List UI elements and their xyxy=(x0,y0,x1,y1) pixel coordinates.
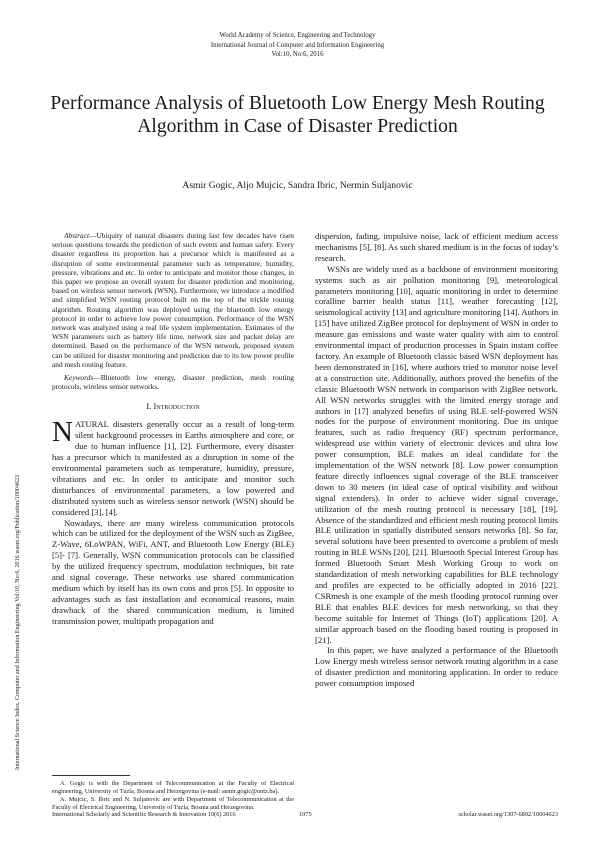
paper-title: Performance Analysis of Bluetooth Low Energy Mesh Routing Algorithm in Case of Disaster Prediction xyxy=(50,93,545,138)
author-list: Asmir Gogic, Aljo Mujcic, Sandra Ibric, Nermin Suljanovic xyxy=(182,180,413,191)
journal-header xyxy=(0,31,595,60)
page-footer xyxy=(0,811,595,821)
intro-paragraph-1 xyxy=(52,416,294,517)
footnotes xyxy=(52,780,294,812)
intro-p1-text: disasters generally occur as a result of long-term silent background processes in Earths atmosphere and core, or due to human influence [1], [2]. Furthermore, every disaster has a precursor which is manifested as a disruption in some of the environmental parameters such as temperature, humidity, pressure, vibrations and etc. In order to anticipate and monitor such disturbances of environmental parameters, a low powered and distributed system such as wireless sensor network (WSN) should be considered [3], [4]. xyxy=(52,419,294,517)
right-paragraph-1: dispersion, fading, impulsive noise, lack of efficient medium access mechanisms [5], [8]. As such shared medium is in the focus of today’s research. xyxy=(315,231,558,263)
header-line-2: International Journal of Computer and Information Engineering xyxy=(210,41,385,49)
abstract-label: Abstract xyxy=(64,231,90,240)
header-line-1: World Academy of Science, Engineering and Technology xyxy=(219,32,376,39)
right-paragraph-2: WSNs are widely used as a backbone of environment monitoring systems such as air pollution monitoring [9], meteorological parameters monitoring [10], aquatic monitoring in order to determine coralline barrier health status [11], weather forecasting [12], seismological activity [13] and agriculture monitoring [14]. Authors in [15] have utilized ZigBee protocol for deployment of WSN in order to measure gas emissions and waste water quality with aim to control environmental impact of production processes in Spain instant coffee factory. An example of Bluetooth classic based WSN deployment has been demonstrated in [16], where authors tried to monitor noise level at a construction site. Additionally, authors proved the benefits of the classic Bluetooth WSN network in comparison with ZigBee network. All WSN networks struggles with the limited energy storage and authors in [17] analyzed benefits of using BLE self-powered WSN nodes for the purpose of environment monitoring. Due its unique features, such as radio frequency (RF) spectrum performance, widespread use within variety of electronic devices and ultra low power consumption, BLE makes an ideal candidate for the implementation of the WSN network [8]. Low power consumption feature directly influences signal coverage of the BLE transceiver down to 30 meters (in ideal case of optical visibility and without signal extenders). In order to achieve wider signal coverage, utilization of the mesh routing protocol is necessary [18], [19]. Absence of the standardized and efficient mesh routing protocol limits BLE utilization in spatially distributed sensors networks [8]. So far, several solutions have been presented to overcome a problem of mesh routing in BLE WSNs [20], [21]. Bluetooth Special Interest Group has formed Bluetooth Smart Mesh Working Group to work on standardization of mesh networking capabilities for BLE technology and profiles are expected to be officially adopted in 2016 [22]. CSRmesh is one example of the mesh flooding protocol running over BLE that enables BLE devices for mesh networking, so that they become suitable for Internet of Things (IoT) applications [20]. A similar approach based on the flooding based routing is proposed in [21]. xyxy=(315,263,558,645)
footnote-2: A. Mujcic, S. Ibric and N. Suljanovic are with Department of Telecommunication at the Faculty of Electrical Engineering, University of Tuzla, Bosnia and Herzegovina. xyxy=(52,795,294,811)
section-title: Introduction xyxy=(153,401,200,412)
intro-first-word: ATURAL xyxy=(74,419,109,430)
abstract-text: —Ubiquity of natural disasters during last few decades have risen serious questions towards the prediction of such events and human safety. Every disaster regardless its proportion has a precursor which is manifested as a disruption of some environmental parameter such as temperature, humidity, pressure, vibrations and etc. In order to anticipate and monitor those changes, in this paper we propose an overall system for disaster prediction and monitoring, based on wireless sensor network (WSN). Furthermore, we introduce a modified and simplified WSN routing protocol built on the top of the trickle routing algorithm. Routing algorithm was deployed using the bluetooth low energy protocol in order to achieve low power consumption. Performance of the WSN network was analyzed using a real life system implementation. Estimates of the WSN parameters such as battery life time, network size and packet delay are determined. Based on the performance of the WSN network, proposed system can be utilized for disaster monitoring and prediction due to its low power profile and mesh routing feature. xyxy=(52,231,294,369)
footnote-1: A. Gogic is with the Department of Telecommunication at the Faculty of Electrical engineering, University of Tuzla, Bosnia and Herzegovina (e-mail: asmir.gogic@untz.ba). xyxy=(52,780,294,795)
section-number: I. xyxy=(146,401,152,412)
header-line-3: Vol:10, No:6, 2016 xyxy=(271,51,324,59)
keywords-text: —Bluetooth low energy, disaster prediction, mesh routing protocols, wireless sensor networks. xyxy=(52,373,294,392)
page-number: 1075 xyxy=(299,811,312,818)
intro-paragraph-2: Nowadays, there are many wireless communication protocols which can be utilized for the deployment of the WSN such as ZigBee, Z-Wave, 6LoWPAN, WiFi, ANT, and Bluetooth Low Energy (BLE) [5]- [7]. Generally, WSN communication protocols can be classified by the utilized frequency spectrum, modulation techniques, bit rate and signal coverage. These networks use shared communication medium which by itself has its own cons and pros [5]. In opposite to advantages such as fast installation and economical reasons, main drawback of the shared communication medium, is limited transmission power, multipath propagation and xyxy=(52,517,294,626)
footer-url: scholar.waset.org/1307-6892/10004623 xyxy=(458,811,558,818)
keywords xyxy=(52,373,294,391)
keywords-label: Keywords xyxy=(64,373,94,383)
right-column xyxy=(315,231,558,689)
drop-cap: N xyxy=(52,416,73,449)
footnote-rule xyxy=(52,775,130,776)
left-column xyxy=(52,231,294,627)
abstract xyxy=(52,231,294,369)
footer-publisher: International Scholarly and Scientific Research & Innovation 10(6) 2016 xyxy=(52,811,236,818)
right-paragraph-3: In this paper, we have analyzed a performance of the Bluetooth Low Energy mesh wireless sensor network routing algorithm in a case of disaster prediction and monitoring application. In order to reduce power consumption imposed xyxy=(315,645,558,689)
side-margin-text xyxy=(11,250,25,770)
side-index-label: International Science Index, Computer and Information Engineering Vol:10, No:6, 2016 waset.org/Publication/10004623 xyxy=(15,474,21,770)
section-heading xyxy=(52,401,294,412)
